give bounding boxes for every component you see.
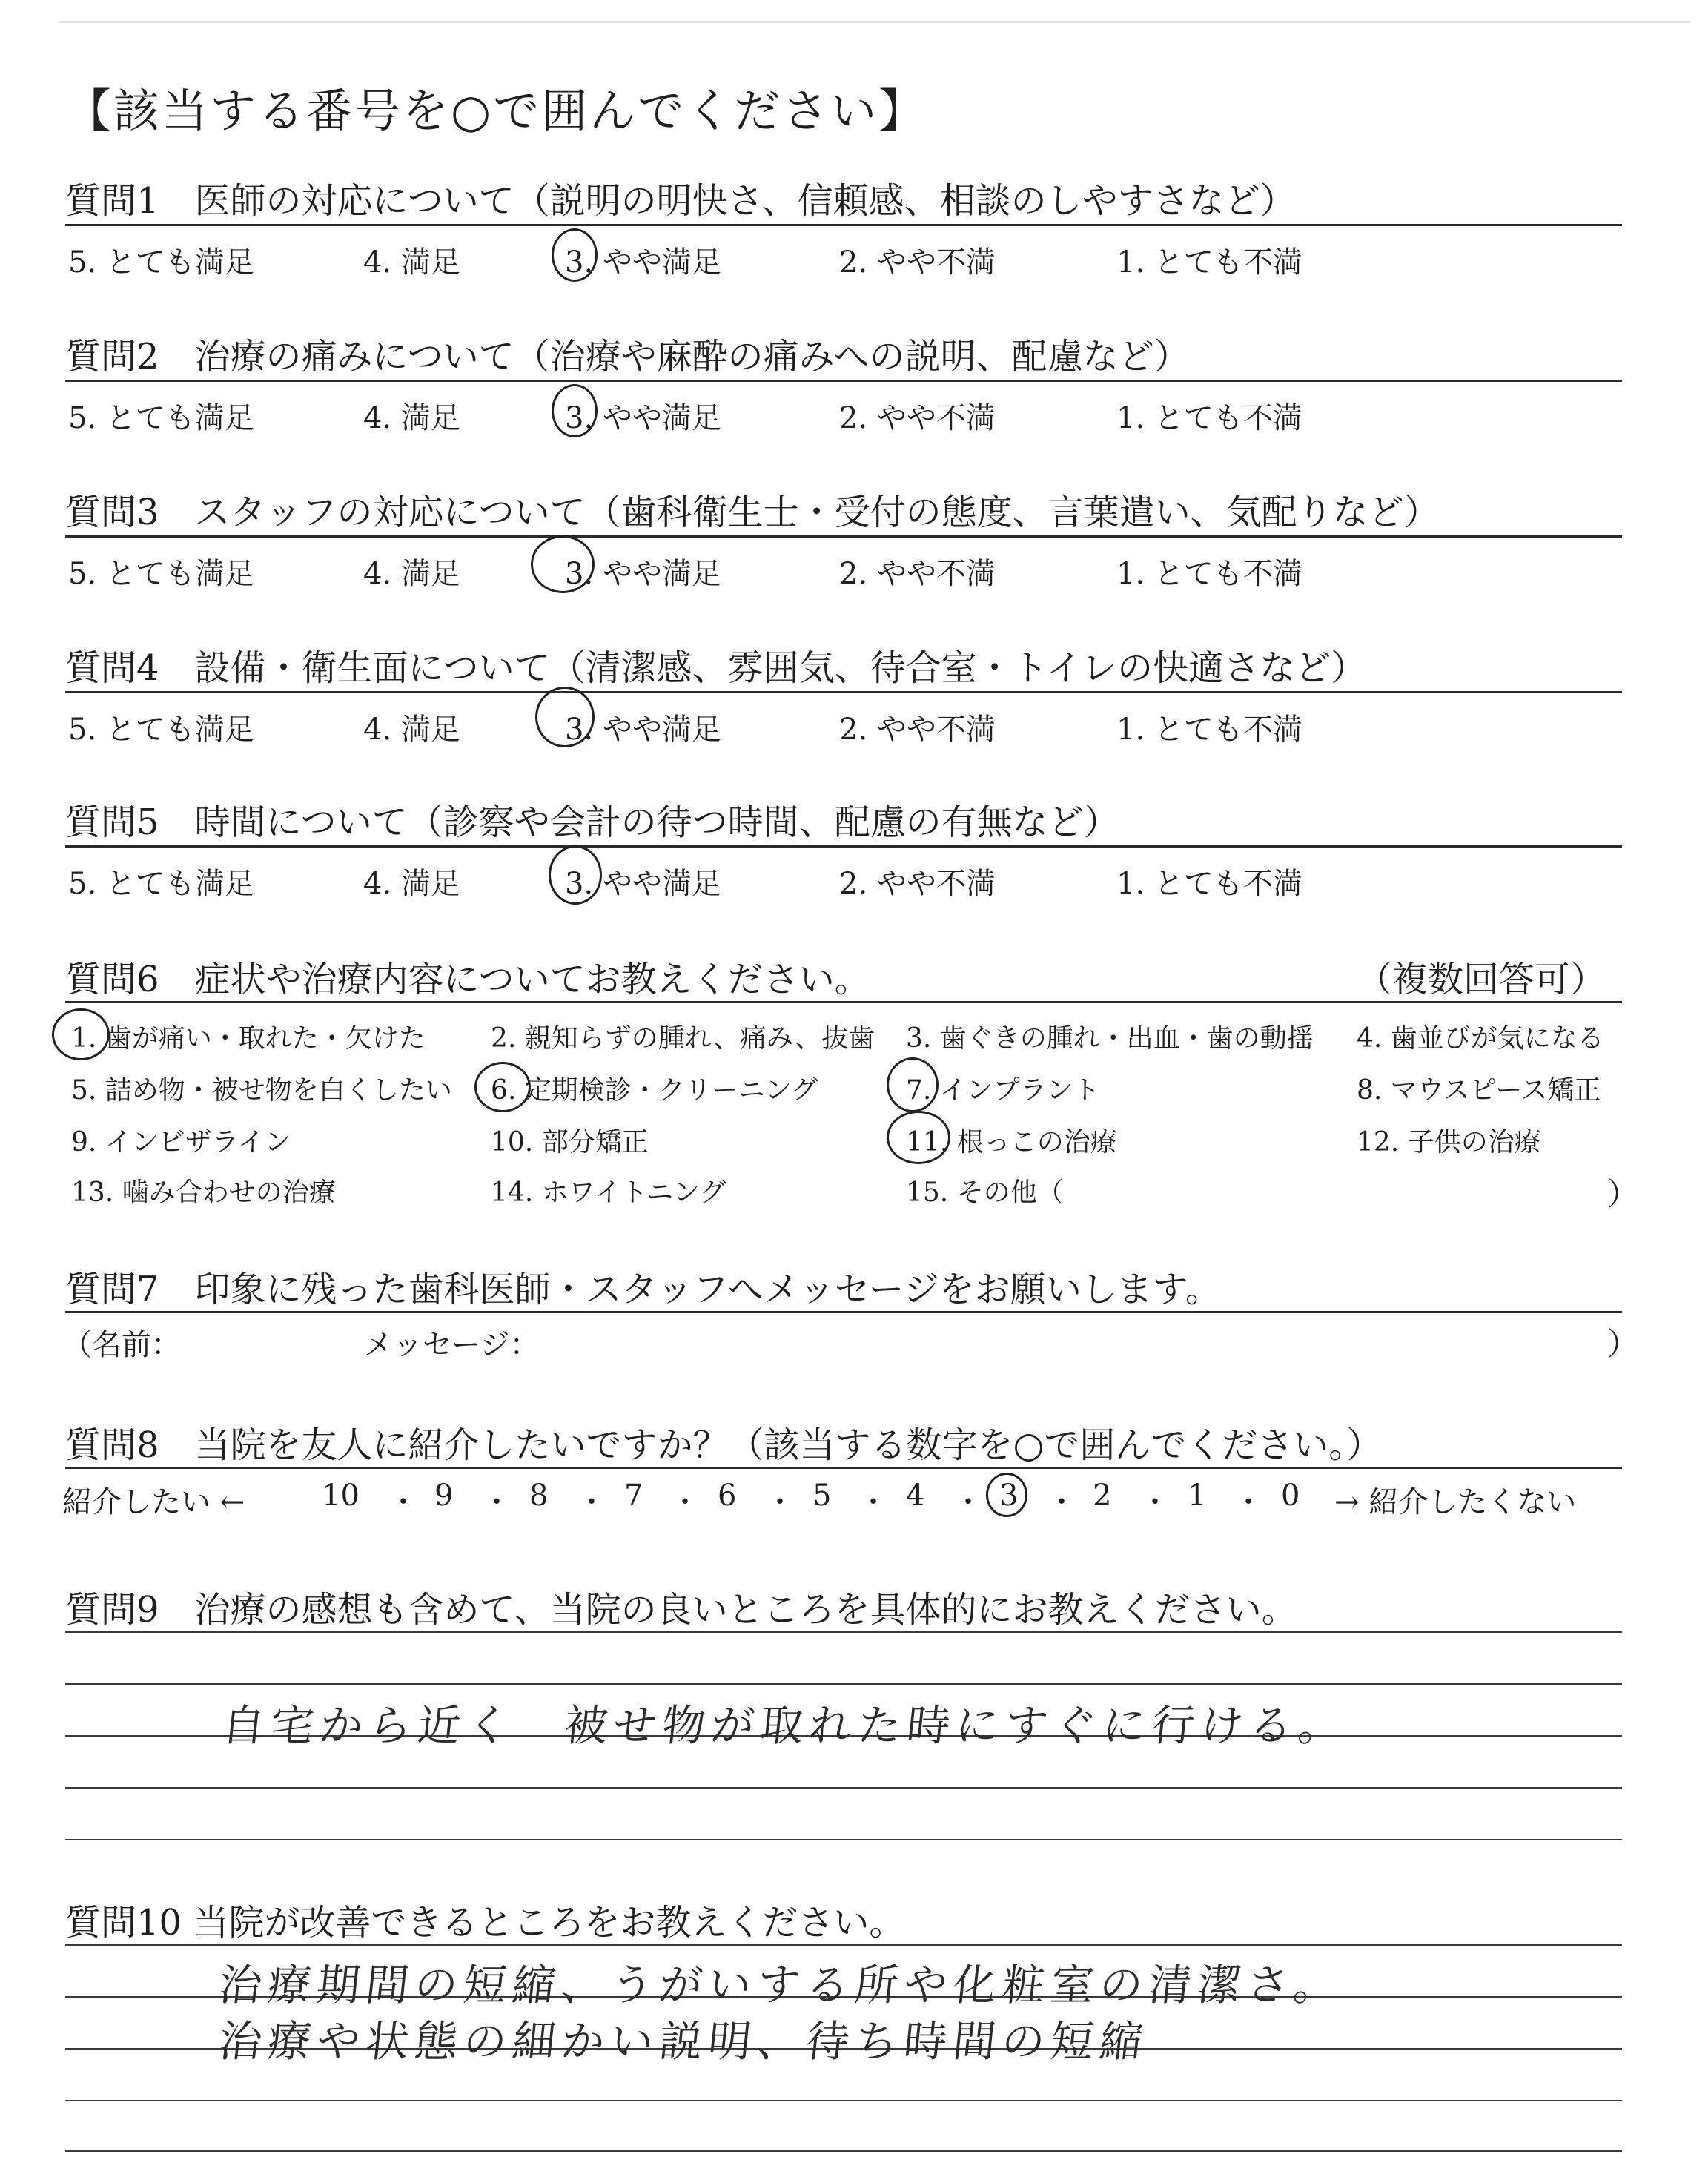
q5-option-3[interactable]: 3. やや満足 [565, 867, 721, 901]
q3-option-2[interactable]: 2. やや不満 [839, 557, 996, 591]
scale-0[interactable]: 0 [1281, 1479, 1300, 1513]
q2-option-2[interactable]: 2. やや不満 [839, 401, 996, 435]
q2-option-3[interactable]: 3. やや満足 [565, 401, 721, 435]
question-1-rule [65, 224, 1622, 226]
scale-sep: ・ [388, 1485, 418, 1519]
scale-sep: ・ [1047, 1485, 1076, 1519]
scale-sep: ・ [953, 1485, 983, 1519]
scale-6[interactable]: 6 [718, 1479, 737, 1513]
recommend-right-label: → 紹介したくない [1334, 1485, 1577, 1519]
question-10-title: 質問10 当院が改善できるところをお教えください。 [65, 1902, 905, 1943]
q4-option-5[interactable]: 5. とても満足 [68, 713, 254, 747]
q2-option-4[interactable]: 4. 満足 [363, 401, 460, 435]
scale-sep: ・ [577, 1485, 606, 1519]
recommend-left-label: 紹介したい ← [62, 1485, 245, 1519]
q4-answer-circle [535, 687, 595, 747]
q4-option-4[interactable]: 4. 満足 [363, 713, 460, 747]
message-body-label[interactable]: メッセージ： [363, 1328, 540, 1362]
scan-edge-line [59, 21, 1690, 23]
q3-option-1[interactable]: 1. とても不満 [1116, 557, 1302, 591]
symptom-option-4[interactable]: 4. 歯並びが気になる [1357, 1023, 1604, 1054]
scale-5[interactable]: 5 [812, 1479, 832, 1513]
q10-line-1 [65, 1944, 1622, 1946]
form-heading: 【該当する番号を○で囲んでください】 [65, 84, 927, 138]
q1-option-3[interactable]: 3. やや満足 [565, 245, 721, 280]
symptom-option-8[interactable]: 8. マウスピース矯正 [1357, 1075, 1601, 1106]
scale-10[interactable]: 10 [322, 1479, 360, 1513]
scale-sep: ・ [670, 1485, 700, 1519]
q4-option-1[interactable]: 1. とても不満 [1116, 713, 1302, 747]
question-6-title: 質問6 症状や治療内容についてお教えください。 [65, 959, 870, 1000]
question-5-title: 質問5 時間について（診察や会計の待つ時間、配慮の有無など） [65, 802, 1119, 843]
q3-option-4[interactable]: 4. 満足 [363, 557, 460, 591]
q5-answer-circle [549, 845, 602, 905]
q5-option-1[interactable]: 1. とても不満 [1116, 867, 1302, 901]
scale-sep: ・ [858, 1485, 888, 1519]
question-5-rule [65, 845, 1622, 848]
symptom-option-10[interactable]: 10. 部分矯正 [491, 1127, 649, 1157]
q9-handwritten-answer: 自宅から近く 被せ物が取れた時にすぐに行ける。 [219, 1700, 1351, 1751]
symptom-7-circle [887, 1057, 939, 1112]
scale-2[interactable]: 2 [1093, 1479, 1112, 1513]
question-4-rule [65, 691, 1622, 693]
q3-answer-circle [531, 535, 595, 593]
question-8-rule [65, 1467, 1622, 1469]
q5-option-4[interactable]: 4. 満足 [363, 867, 460, 901]
q1-option-2[interactable]: 2. やや不満 [839, 245, 996, 280]
symptom-option-13[interactable]: 13. 噛み合わせの治療 [71, 1178, 336, 1208]
question-3-rule [65, 535, 1622, 538]
scale-sep: ・ [1140, 1485, 1170, 1519]
q2-answer-circle [552, 384, 598, 437]
scale-8[interactable]: 8 [529, 1479, 549, 1513]
q9-line-2 [65, 1683, 1622, 1685]
q10-line-5 [65, 2150, 1622, 2152]
question-3-title: 質問3 スタッフの対応について（歯科衛生士・受付の態度、言葉遣い、気配りなど） [65, 492, 1440, 533]
scale-3[interactable]: 3 [999, 1479, 1019, 1513]
q9-line-1 [65, 1631, 1622, 1633]
symptom-option-11[interactable]: 11. 根っこの治療 [906, 1127, 1117, 1157]
q4-option-2[interactable]: 2. やや不満 [839, 713, 996, 747]
symptom-option-9[interactable]: 9. インビザライン [71, 1127, 291, 1157]
symptom-option-1[interactable]: 1. 歯が痛い・取れた・欠けた [71, 1023, 426, 1054]
q5-option-2[interactable]: 2. やや不満 [839, 867, 996, 901]
other-close-paren: ） [1607, 1176, 1639, 1212]
symptom-option-7[interactable]: 7. インプラント [906, 1075, 1100, 1106]
q5-option-5[interactable]: 5. とても満足 [68, 867, 254, 901]
q10-handwritten-answer-line-2: 治療や状態の細かい説明、待ち時間の短縮 [216, 2016, 1152, 2067]
question-4-title: 質問4 設備・衛生面について（清潔感、雰囲気、待合室・トイレの快適さなど） [65, 647, 1367, 689]
q9-line-5 [65, 1839, 1622, 1840]
q3-option-3[interactable]: 3. やや満足 [565, 557, 721, 591]
question-1-title: 質問1 医師の対応について（説明の明快さ、信頼感、相談のしやすさなど） [65, 180, 1296, 222]
q4-option-3[interactable]: 3. やや満足 [565, 713, 721, 747]
symptom-1-circle [52, 1008, 110, 1060]
scale-9[interactable]: 9 [434, 1479, 454, 1513]
question-6-rule [65, 1001, 1622, 1003]
q1-option-4[interactable]: 4. 満足 [363, 245, 460, 280]
q10-handwritten-answer-line-1: 治療期間の短縮、うがいする所や化粧室の清潔さ。 [216, 1960, 1345, 2010]
symptom-option-5[interactable]: 5. 詰め物・被せ物を白くしたい [71, 1075, 452, 1106]
message-close-paren: ） [1607, 1326, 1639, 1362]
question-7-title: 質問7 印象に残った歯科医師・スタッフへメッセージをお願いします。 [65, 1269, 1221, 1310]
scale-sep: ・ [482, 1485, 512, 1519]
symptom-option-6[interactable]: 6. 定期検診・クリーニング [491, 1075, 818, 1106]
scale-1[interactable]: 1 [1188, 1479, 1207, 1513]
symptom-option-2[interactable]: 2. 親知らずの腫れ、痛み、抜歯 [491, 1023, 875, 1054]
symptom-6-circle [474, 1062, 531, 1112]
q1-option-1[interactable]: 1. とても不満 [1116, 245, 1302, 280]
symptom-option-12[interactable]: 12. 子供の治療 [1357, 1127, 1541, 1157]
scale-sep: ・ [765, 1485, 795, 1519]
question-2-title: 質問2 治療の痛みについて（治療や麻酔の痛みへの説明、配慮など） [65, 336, 1190, 377]
q10-line-4 [65, 2100, 1622, 2101]
q2-option-1[interactable]: 1. とても不満 [1116, 401, 1302, 435]
q3-option-5[interactable]: 5. とても満足 [68, 557, 254, 591]
question-7-rule [65, 1311, 1622, 1313]
q1-option-5[interactable]: 5. とても満足 [68, 245, 254, 280]
question-2-rule [65, 380, 1622, 382]
scale-4[interactable]: 4 [906, 1479, 925, 1513]
scale-sep: ・ [1234, 1485, 1263, 1519]
scale-7[interactable]: 7 [624, 1479, 643, 1513]
q2-option-5[interactable]: 5. とても満足 [68, 401, 254, 435]
recommend-answer-circle [986, 1473, 1027, 1517]
question-9-title: 質問9 治療の感想も含めて、当院の良いところを具体的にお教えください。 [65, 1589, 1297, 1631]
multiple-answers-note: （複数回答可） [1357, 959, 1606, 1000]
question-8-title: 質問8 当院を友人に紹介したいですか？（該当する数字を○で囲んでください。） [65, 1424, 1383, 1466]
symptom-11-circle [887, 1111, 950, 1164]
symptom-option-14[interactable]: 14. ホワイトニング [491, 1178, 726, 1208]
q9-line-4 [65, 1787, 1622, 1789]
q1-answer-circle [552, 228, 598, 282]
symptom-option-3[interactable]: 3. 歯ぐきの腫れ・出血・歯の動揺 [906, 1023, 1314, 1054]
symptom-option-15-other[interactable]: 15. その他（ [906, 1178, 1064, 1208]
message-name-label[interactable]: （名前： [62, 1328, 181, 1362]
